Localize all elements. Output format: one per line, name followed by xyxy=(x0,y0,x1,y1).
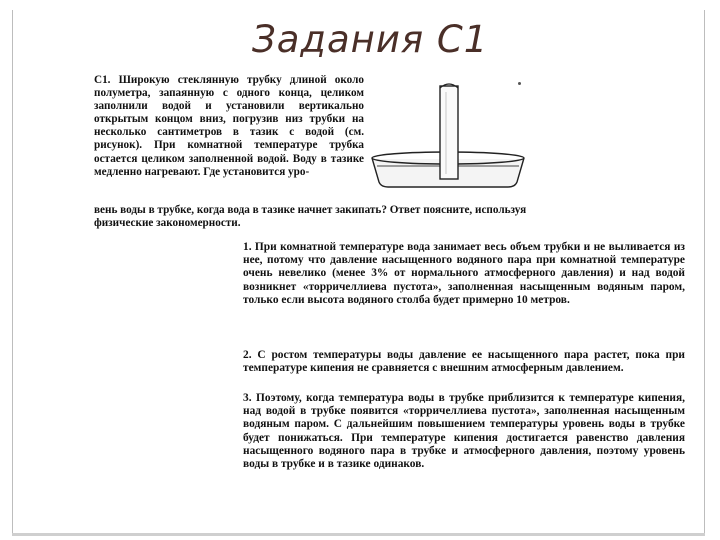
problem-text: С1. Широкую стеклянную трубку длиной около полуметра, запаянную с одного конца, целиком заполнили водой и установили вертикально открытым концом вниз, погрузив низ трубки на несколько сантиметров в тазик с водой (см. рисунок). При комнатной температуре трубка остается целиком заполненной водой. Воду в тазике медленно нагревают. Где установится уро- xyxy=(94,74,364,178)
speck xyxy=(518,82,521,85)
problem-text-tail: вень воды в трубке, когда вода в тазике начнет закипать? Ответ поясните, используя физические закономерности. xyxy=(94,204,527,230)
slide-frame-shadow xyxy=(12,533,705,536)
slide-title: Задания С1 xyxy=(252,18,489,61)
solution-step-3: 3. Поэтому, когда температура воды в трубке приблизится к температуре кипения, над водой в трубке появится «торричеллиева пустота», заполненная насыщенным водяным паром. С дальнейшим повышением температуры уровень воды в трубке будет понижаться. При температуре кипения достигается равенство давления насыщенного водяного пара в трубке и атмосферного давления, поэтому уровень воды в трубке и в тазике одинаков. xyxy=(243,392,685,471)
solution-step-2: 2. С ростом температуры воды давление ее насыщенного пара растет, пока при температуре кипения не сравняется с внешним атмосферным давлением. xyxy=(243,349,685,375)
tube-basin-figure xyxy=(368,74,528,194)
glass-tube xyxy=(440,86,458,179)
solution-step-1: 1. При комнатной температуре вода занимает весь объем трубки и не выливается из нее, потому что давление насыщенного водяного пара при комнатной температуре очень невелико (менее 3% от нормального атмосферного давления) и над водой возникнет «торричеллиева пустота», заполненная насыщенным водяным паром, только если высота водяного столба будет примерно 10 метров. xyxy=(243,241,685,306)
